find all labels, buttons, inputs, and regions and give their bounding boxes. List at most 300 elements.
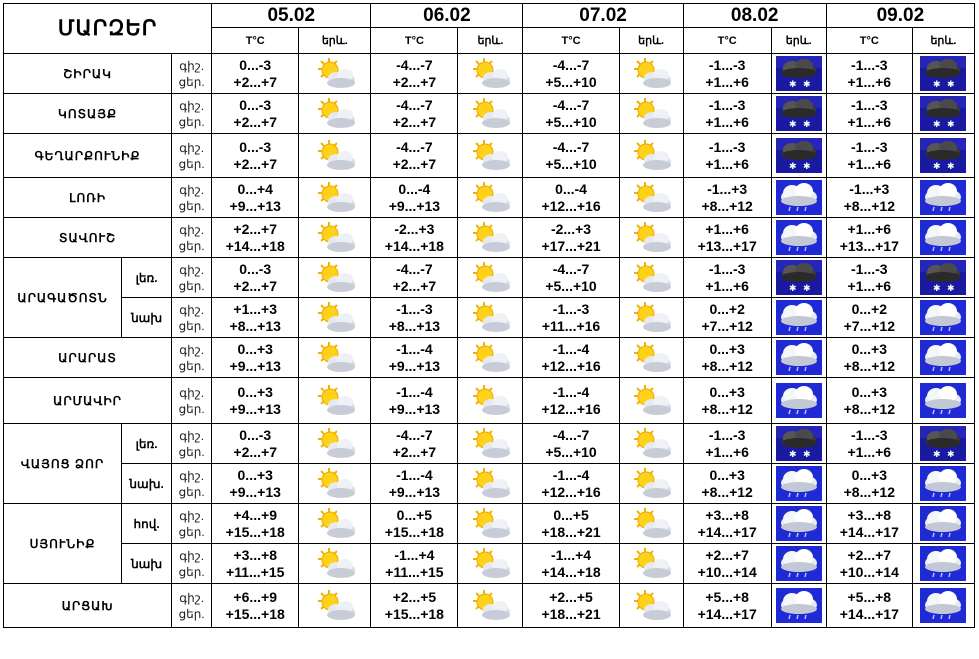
day-temperature: +11...+16 [541,317,601,334]
weather-cell [619,338,683,378]
weather-cell [458,338,523,378]
temperature-cell [212,584,299,628]
temperature-cell [523,54,619,94]
temperature-cell [826,178,912,218]
night-temperature: +2...+7 [233,220,278,237]
night-temperature: 0...+3 [851,383,888,400]
day-label: ցեր. [178,198,205,213]
partly-sunny-icon [628,426,674,461]
night-temperature: -1...+4 [550,546,592,563]
weather-cell [299,338,371,378]
region-row [4,54,975,94]
day-temperature: +11...+15 [385,563,444,580]
day-temperature: +2...+7 [233,73,278,90]
weather-cell [771,338,826,378]
temperature-cell [826,54,912,94]
weather-cell [619,178,683,218]
weather-column-header: երև. [458,28,523,54]
region-row [4,298,975,338]
date-header: 08.02 [683,4,826,28]
region-name: ՎԱՅՈՑ ՁՈՐ [4,424,122,504]
day-temperature: +9...+13 [229,483,281,500]
temperature-cell [212,544,299,584]
day-temperature: +14...+18 [384,237,444,254]
day-temperature: +8...+12 [701,197,753,214]
temperature-cell [826,424,912,464]
day-label: ցեր. [178,444,205,459]
rain-cloud-icon [776,383,822,418]
night-temperature: +3...+8 [233,546,278,563]
day-temperature: +1...+6 [705,443,749,460]
region-name: ԱՐՑԱԽ [4,584,172,628]
rain-cloud-icon [776,588,822,623]
partly-sunny-icon [628,138,674,173]
temperature-cell [683,94,771,134]
partly-sunny-icon [312,220,358,255]
temperature-cell [371,54,458,94]
night-temperature: +1...+3 [233,300,278,317]
rain-cloud-icon [920,220,966,255]
night-label: գիշ. [179,428,205,443]
day-temperature: +12...+16 [541,197,601,214]
snow-cloud-icon [920,426,966,461]
night-label: գիշ. [179,222,205,237]
weather-cell [299,424,371,464]
day-temperature: +1...+6 [847,113,892,130]
night-label: գիշ. [179,98,205,113]
weather-cell [458,54,523,94]
rain-cloud-icon [776,220,822,255]
region-name: ՇԻՐԱԿ [4,54,172,94]
partly-sunny-icon [312,56,358,91]
partly-sunny-icon [467,383,513,418]
snow-cloud-icon [776,56,822,91]
period-labels [172,464,212,504]
weather-cell [458,298,523,338]
night-temperature: +2...+5 [549,588,593,605]
night-temperature: 0...+5 [396,506,433,523]
period-labels [172,178,212,218]
temperature-cell [212,94,299,134]
night-temperature: -4...-7 [396,260,433,277]
temperature-cell [212,54,299,94]
partly-sunny-icon [467,588,513,623]
weather-cell [771,54,826,94]
temperature-cell [683,54,771,94]
temperature-cell [371,134,458,178]
temperature-cell [826,584,912,628]
partly-sunny-icon [628,300,674,335]
weather-cell [458,218,523,258]
night-temperature: -4...-7 [552,138,590,155]
weather-cell [771,464,826,504]
temp-column-header: T°C [683,28,771,54]
zone-name: նախ. [122,464,172,504]
weather-cell [771,504,826,544]
night-label: գիշ. [179,548,205,563]
weather-cell [619,218,683,258]
weather-cell [771,544,826,584]
rain-cloud-icon [920,300,966,335]
day-label: ցեր. [178,564,205,579]
weather-column-header: երև. [619,28,683,54]
day-temperature: +7...+12 [701,317,753,334]
night-temperature: -4...-7 [396,138,433,155]
period-labels [172,338,212,378]
weather-cell [912,94,974,134]
period-labels [172,134,212,178]
region-row [4,134,975,178]
day-temperature: +14...+17 [697,605,757,622]
region-row [4,424,975,464]
day-temperature: +15...+18 [384,605,444,622]
night-temperature: +1...+6 [705,220,749,237]
day-temperature: +13...+17 [697,237,757,254]
night-temperature: -1...-3 [851,426,888,443]
day-temperature: +9...+13 [229,197,281,214]
region-row [4,544,975,584]
temperature-cell [212,504,299,544]
rain-cloud-icon [776,466,822,501]
weather-cell [619,378,683,424]
night-temperature: 0...-3 [239,426,272,443]
night-label: գիշ. [179,302,205,317]
night-temperature: 0...+3 [237,383,273,400]
night-temperature: +2...+7 [705,546,749,563]
period-labels [172,218,212,258]
temperature-cell [826,258,912,298]
partly-sunny-icon [312,138,358,173]
night-temperature: 0...+5 [553,506,589,523]
region-row [4,378,975,424]
day-temperature: +8...+12 [843,400,895,417]
partly-sunny-icon [467,56,513,91]
night-temperature: +1...+6 [847,220,892,237]
day-temperature: +1...+6 [847,443,892,460]
weather-cell [458,504,523,544]
partly-sunny-icon [628,383,674,418]
day-temperature: +2...+7 [392,73,437,90]
day-temperature: +10...+14 [839,563,899,580]
night-label: գիշ. [179,508,205,523]
weather-cell [912,298,974,338]
weather-cell [299,298,371,338]
day-label: ցեր. [178,114,205,129]
region-name: ՏԱՎՈՒՇ [4,218,172,258]
night-temperature: +3...+8 [705,506,749,523]
night-temperature: -4...-7 [552,56,590,73]
night-temperature: -1...+3 [849,180,890,197]
day-temperature: +9...+13 [388,197,441,214]
date-header: 05.02 [212,4,371,28]
weather-column-header: երև. [771,28,826,54]
partly-sunny-icon [467,340,513,375]
temperature-cell [523,218,619,258]
weather-cell [771,94,826,134]
day-temperature: +9...+13 [229,400,281,417]
zone-name: նախ [122,544,172,584]
day-label: ցեր. [178,278,205,293]
night-temperature: 0...-4 [555,180,587,197]
night-temperature: -1...-4 [396,340,433,357]
region-row [4,504,975,544]
weather-cell [912,504,974,544]
forecast-table [3,3,975,628]
snow-cloud-icon [920,56,966,91]
weather-cell [299,464,371,504]
weather-cell [912,424,974,464]
weather-cell [458,134,523,178]
temperature-cell [683,178,771,218]
snow-cloud-icon [776,426,822,461]
region-name: ԿՈՏԱՅՔ [4,94,172,134]
day-temperature: +8...+12 [701,400,753,417]
weather-cell [619,94,683,134]
weather-cell [619,464,683,504]
rain-cloud-icon [776,300,822,335]
day-temperature: +14...+17 [839,605,899,622]
night-temperature: -1...-3 [396,300,433,317]
weather-cell [619,544,683,584]
period-labels [172,544,212,584]
partly-sunny-icon [312,506,358,541]
partly-sunny-icon [312,466,358,501]
regions-header: ՄԱՐԶԵՐ [4,4,212,54]
temperature-cell [523,298,619,338]
night-temperature: -1...-3 [552,300,590,317]
forecast-body [4,54,975,628]
temperature-cell [826,134,912,178]
day-temperature: +14...+17 [697,523,757,540]
weather-cell [771,378,826,424]
temperature-cell [212,178,299,218]
region-row [4,258,975,298]
rain-cloud-icon [920,466,966,501]
temperature-cell [371,378,458,424]
weather-cell [619,258,683,298]
night-temperature: -1...-3 [851,56,888,73]
weather-cell [458,258,523,298]
temperature-cell [826,464,912,504]
night-label: գիշ. [179,342,205,357]
zone-name: նախ [122,298,172,338]
temperature-cell [523,338,619,378]
zone-name: լեռ. [122,424,172,464]
period-labels [172,298,212,338]
day-temperature: +1...+6 [705,277,749,294]
partly-sunny-icon [467,300,513,335]
day-temperature: +7...+12 [843,317,895,334]
day-temperature: +9...+13 [388,357,441,374]
night-temperature: -4...-7 [396,426,433,443]
night-temperature: -2...+3 [394,220,435,237]
night-temperature: -1...-4 [396,466,433,483]
night-temperature: 0...+3 [237,340,273,357]
weather-column-header: երև. [912,28,974,54]
temperature-cell [212,134,299,178]
partly-sunny-icon [628,466,674,501]
weather-cell [912,54,974,94]
weather-cell [619,134,683,178]
day-temperature: +18...+21 [541,605,601,622]
night-temperature: -1...-4 [552,340,590,357]
temperature-cell [523,424,619,464]
night-label: գիշ. [179,182,205,197]
day-label: ցեր. [178,318,205,333]
day-temperature: +14...+17 [839,523,899,540]
partly-sunny-icon [628,96,674,131]
weather-cell [912,258,974,298]
weather-cell [458,584,523,628]
temp-column-header: T°C [826,28,912,54]
temperature-cell [826,218,912,258]
day-label: ցեր. [178,484,205,499]
temp-column-header: T°C [212,28,299,54]
night-temperature: 0...-3 [239,260,272,277]
night-temperature: 0...-3 [239,96,272,113]
temperature-cell [523,378,619,424]
day-temperature: +1...+6 [847,155,892,172]
region-row [4,94,975,134]
temperature-cell [371,218,458,258]
day-temperature: +15...+18 [225,523,285,540]
zone-name: լեռ. [122,258,172,298]
night-temperature: +4...+9 [233,506,278,523]
day-temperature: +12...+16 [541,483,601,500]
day-temperature: +2...+7 [233,443,278,460]
temperature-cell [683,544,771,584]
temperature-cell [523,178,619,218]
day-temperature: +8...+12 [843,483,895,500]
partly-sunny-icon [467,220,513,255]
day-temperature: +10...+14 [697,563,757,580]
rain-cloud-icon [776,180,822,215]
day-temperature: +9...+13 [388,400,441,417]
temperature-cell [523,544,619,584]
weather-cell [912,544,974,584]
night-temperature: 0...+4 [237,180,273,197]
region-row [4,338,975,378]
partly-sunny-icon [312,426,358,461]
weather-cell [912,584,974,628]
night-temperature: 0...+3 [237,466,273,483]
day-temperature: +11...+15 [226,563,285,580]
day-temperature: +5...+10 [545,73,597,90]
day-temperature: +5...+10 [545,277,597,294]
night-temperature: 0...+3 [851,466,888,483]
partly-sunny-icon [628,340,674,375]
night-temperature: 0...+2 [709,300,745,317]
night-temperature: 0...-3 [239,56,272,73]
weather-cell [458,378,523,424]
temperature-cell [523,584,619,628]
region-name: ԱՐԱԳԱԾՈՏՆ [4,258,122,338]
night-temperature: -4...-7 [552,426,590,443]
partly-sunny-icon [467,260,513,295]
temperature-cell [683,134,771,178]
partly-sunny-icon [467,96,513,131]
region-name: ԱՐԱՐԱՏ [4,338,172,378]
period-labels [172,54,212,94]
night-label: գիշ. [179,262,205,277]
date-header: 06.02 [371,4,523,28]
night-temperature: -2...+3 [550,220,592,237]
weather-cell [619,54,683,94]
period-labels [172,584,212,628]
partly-sunny-icon [628,220,674,255]
rain-cloud-icon [776,546,822,581]
temperature-cell [371,424,458,464]
weather-cell [458,424,523,464]
temperature-cell [826,298,912,338]
temperature-cell [683,504,771,544]
weather-cell [299,584,371,628]
partly-sunny-icon [628,506,674,541]
day-temperature: +18...+21 [541,523,601,540]
night-temperature: -1...-3 [851,96,888,113]
day-temperature: +14...+18 [225,237,285,254]
temperature-cell [212,378,299,424]
temperature-cell [683,218,771,258]
partly-sunny-icon [312,260,358,295]
night-temperature: +6...+9 [233,588,278,605]
day-temperature: +2...+7 [392,155,437,172]
temperature-cell [826,94,912,134]
day-temperature: +5...+10 [545,155,597,172]
snow-cloud-icon [776,260,822,295]
temperature-cell [371,178,458,218]
night-temperature: +3...+8 [847,506,892,523]
day-temperature: +2...+7 [233,113,278,130]
partly-sunny-icon [628,180,674,215]
weather-cell [299,134,371,178]
period-labels [172,424,212,464]
temperature-cell [212,218,299,258]
day-temperature: +8...+12 [843,197,895,214]
day-temperature: +15...+18 [225,605,285,622]
temperature-cell [371,258,458,298]
weather-cell [771,178,826,218]
temp-column-header: T°C [523,28,619,54]
day-temperature: +8...+13 [229,317,281,334]
temperature-cell [826,544,912,584]
temperature-cell [371,464,458,504]
temperature-cell [523,94,619,134]
period-labels [172,258,212,298]
night-temperature: -1...-4 [552,383,590,400]
temperature-cell [683,258,771,298]
temperature-cell [523,258,619,298]
day-temperature: +9...+13 [388,483,441,500]
rain-cloud-icon [920,180,966,215]
weather-cell [619,584,683,628]
day-temperature: +1...+6 [847,277,892,294]
temperature-cell [683,298,771,338]
night-temperature: +5...+8 [847,588,892,605]
rain-cloud-icon [776,506,822,541]
weather-cell [912,218,974,258]
night-temperature: -1...+3 [707,180,748,197]
snow-cloud-icon [776,96,822,131]
snow-cloud-icon [920,260,966,295]
weather-cell [299,94,371,134]
date-header: 09.02 [826,4,974,28]
day-temperature: +12...+16 [541,357,601,374]
region-row [4,218,975,258]
temperature-cell [212,298,299,338]
snow-cloud-icon [920,96,966,131]
night-temperature: -1...-3 [851,138,888,155]
